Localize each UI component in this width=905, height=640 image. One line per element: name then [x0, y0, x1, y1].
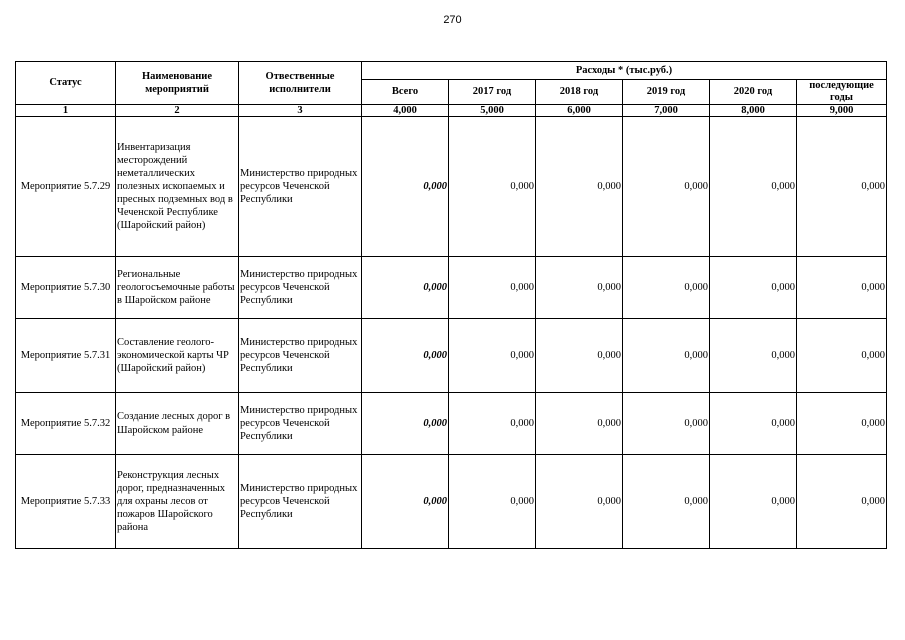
- header-2018: 2018 год: [536, 80, 623, 105]
- header-2019: 2019 год: [623, 80, 710, 105]
- row-status: Мероприятие 5.7.33: [16, 455, 116, 549]
- row-responsible: Министерство природных ресурсов Чеченской Республики: [239, 257, 362, 319]
- row-total: 0,000: [362, 319, 449, 393]
- row-2017: 0,000: [449, 257, 536, 319]
- table-row: [16, 257, 887, 319]
- row-2017: 0,000: [449, 117, 536, 257]
- row-total: 0,000: [362, 393, 449, 455]
- row-activity-name: Реконструкция лесных дорог, предназначенных для охраны лесов от пожаров Шаройского района: [116, 455, 239, 549]
- row-status: Мероприятие 5.7.31: [16, 319, 116, 393]
- row-activity-name: Инвентаризация месторождений неметаллических полезных ископаемых и пресных подземных вод в Чеченской Республике (Шаройский район): [116, 117, 239, 257]
- header-total: Всего: [362, 80, 449, 105]
- row-2018: 0,000: [536, 319, 623, 393]
- row-responsible: Министерство природных ресурсов Чеченской Республики: [239, 455, 362, 549]
- row-2019: 0,000: [623, 455, 710, 549]
- column-number: 2: [116, 105, 239, 117]
- row-next-years: 0,000: [797, 257, 887, 319]
- row-2017: 0,000: [449, 393, 536, 455]
- column-number: 6,000: [536, 105, 623, 117]
- header-next-years-text: последующие годы: [809, 80, 874, 103]
- column-number: 1: [16, 105, 116, 117]
- row-total: 0,000: [362, 257, 449, 319]
- row-2018: 0,000: [536, 117, 623, 257]
- table-row: [16, 393, 887, 455]
- row-2019: 0,000: [623, 393, 710, 455]
- header-expenses: Расходы * (тыс.руб.): [362, 62, 887, 80]
- column-number: 7,000: [623, 105, 710, 117]
- row-responsible: Министерство природных ресурсов Чеченской Республики: [239, 117, 362, 257]
- row-status: Мероприятие 5.7.29: [16, 117, 116, 257]
- row-activity-name: Составление геолого-экономической карты ЧР (Шаройский район): [116, 319, 239, 393]
- row-status: Мероприятие 5.7.32: [16, 393, 116, 455]
- row-next-years: 0,000: [797, 117, 887, 257]
- row-responsible: Министерство природных ресурсов Чеченской Республики: [239, 393, 362, 455]
- row-2017: 0,000: [449, 319, 536, 393]
- row-2019: 0,000: [623, 257, 710, 319]
- column-number: 4,000: [362, 105, 449, 117]
- row-total: 0,000: [362, 117, 449, 257]
- row-2020: 0,000: [710, 257, 797, 319]
- header-2020: 2020 год: [710, 80, 797, 105]
- row-responsible: Министерство природных ресурсов Чеченской Республики: [239, 319, 362, 393]
- row-2020: 0,000: [710, 393, 797, 455]
- header-responsible: Отвественные исполнители: [239, 62, 362, 105]
- column-number: 8,000: [710, 105, 797, 117]
- row-2020: 0,000: [710, 117, 797, 257]
- row-2020: 0,000: [710, 319, 797, 393]
- row-2018: 0,000: [536, 393, 623, 455]
- row-2018: 0,000: [536, 257, 623, 319]
- header-2017: 2017 год: [449, 80, 536, 105]
- column-number: 9,000: [797, 105, 887, 117]
- row-total: 0,000: [362, 455, 449, 549]
- header-status: Статус: [16, 62, 116, 105]
- row-activity-name: Региональные геологосъемочные работы в Шаройском районе: [116, 257, 239, 319]
- row-2019: 0,000: [623, 319, 710, 393]
- column-number: 5,000: [449, 105, 536, 117]
- header-name: Наименование мероприятий: [116, 62, 239, 105]
- row-2017: 0,000: [449, 455, 536, 549]
- row-2020: 0,000: [710, 455, 797, 549]
- table-row: [16, 117, 887, 257]
- column-number-row: [16, 105, 887, 117]
- column-number: 3: [239, 105, 362, 117]
- row-activity-name: Создание лесных дорог в Шаройском районе: [116, 393, 239, 455]
- row-next-years: 0,000: [797, 393, 887, 455]
- table-row: [16, 455, 887, 549]
- row-status: Мероприятие 5.7.30: [16, 257, 116, 319]
- row-next-years: 0,000: [797, 455, 887, 549]
- page-number: 270: [443, 14, 462, 26]
- budget-table: [15, 61, 887, 549]
- table-row: [16, 319, 887, 393]
- row-2019: 0,000: [623, 117, 710, 257]
- row-next-years: 0,000: [797, 319, 887, 393]
- row-2018: 0,000: [536, 455, 623, 549]
- header-next-years: [797, 80, 887, 105]
